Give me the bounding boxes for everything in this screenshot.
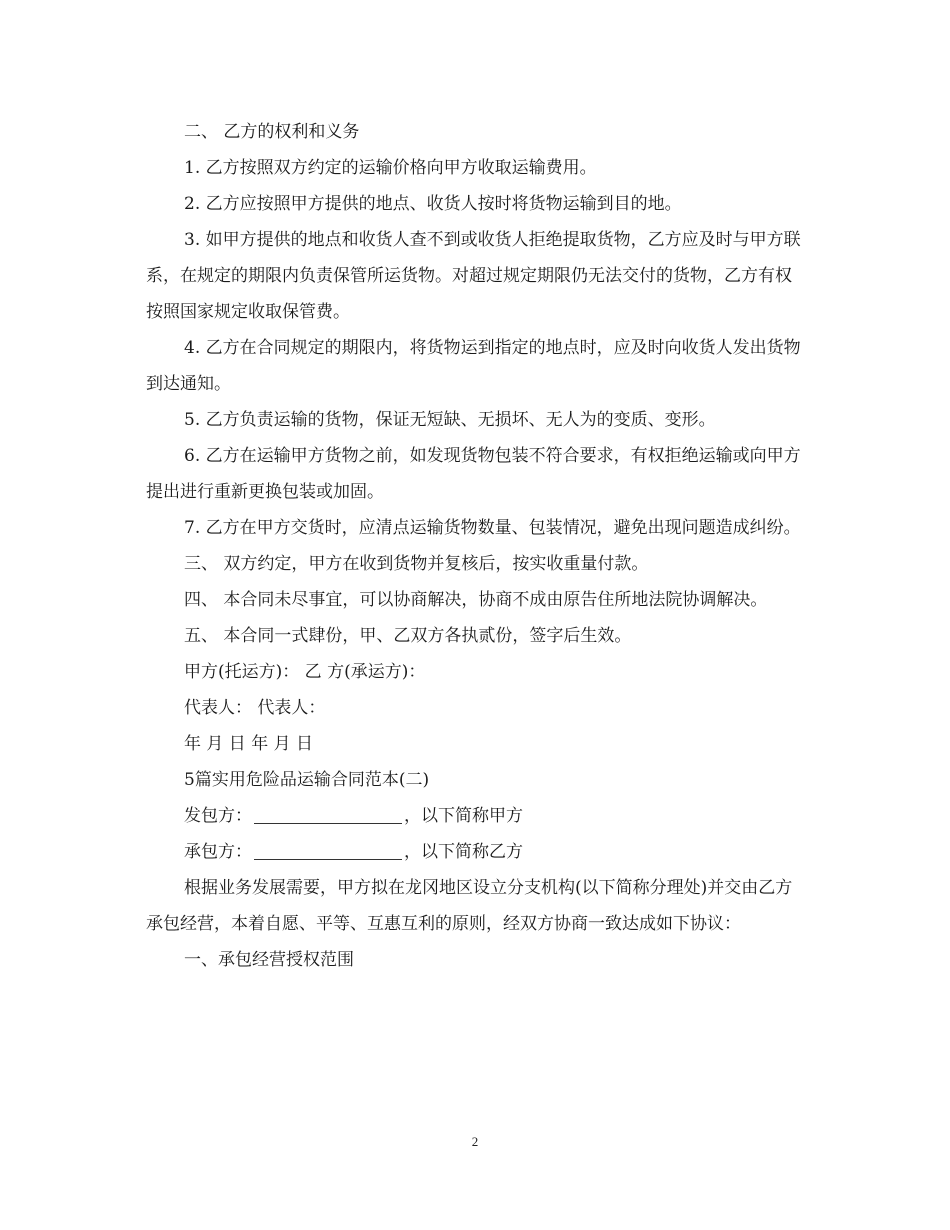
signature-dates: 年 月 日 年 月 日 — [184, 734, 314, 754]
party-b-label: 承包方： — [184, 842, 252, 862]
clause-4: 4. 乙方在合同规定的期限内，将货物运到指定的地点时，应及时向收货人发出货物到达通知。 — [146, 338, 801, 394]
clause-3: 3. 如甲方提供的地点和收货人查不到或收货人拒绝提取货物，乙方应及时与甲方联系，在规定的期限内负责保管所运货物。对超过规定期限仍无法交付的货物，乙方有权按照国家规定收取保管费。 — [146, 230, 801, 322]
clause-6: 6. 乙方在运输甲方货物之前，如发现货物包装不符合要求，有权拒绝运输或向甲方提出进行重新更换包装或加固。 — [146, 446, 801, 502]
section-heading-party-b-rights: 二、 乙方的权利和义务 — [184, 122, 360, 142]
clause-1: 1. 乙方按照双方约定的运输价格向甲方收取运输费用。 — [184, 158, 597, 178]
party-a-line — [146, 798, 806, 834]
document-body — [146, 114, 806, 978]
party-b-blank — [254, 841, 402, 860]
party-a-label: 发包方： — [184, 806, 252, 826]
party-a-blank — [254, 805, 402, 824]
section-five: 五、 本合同一式肆份，甲、乙双方各执贰份，签字后生效。 — [184, 626, 632, 646]
clause-7: 7. 乙方在甲方交货时，应清点运输货物数量、包装情况，避免出现问题造成纠纷。 — [184, 518, 801, 538]
section-one-heading: 一、承包经营授权范围 — [184, 950, 354, 970]
party-a-suffix: ，以下简称甲方 — [404, 806, 523, 826]
page-number: 2 — [471, 1134, 479, 1149]
clause-2: 2. 乙方应按照甲方提供的地点、收货人按时将货物运输到目的地。 — [184, 194, 682, 214]
contract-title-two: 5篇实用危险品运输合同范本(二) — [184, 770, 430, 790]
signature-parties: 甲方(托运方)： 乙 方(承运方)： — [184, 662, 426, 682]
party-b-suffix: ，以下简称乙方 — [404, 842, 523, 862]
section-three: 三、 双方约定，甲方在收到货物并复核后，按实收重量付款。 — [184, 554, 649, 574]
clause-5: 5. 乙方负责运输的货物，保证无短缺、无损坏、无人为的变质、变形。 — [184, 410, 716, 430]
signature-representatives: 代表人： 代表人： — [184, 698, 326, 718]
party-b-line — [146, 834, 806, 870]
preamble-paragraph: 根据业务发展需要，甲方拟在龙冈地区设立分支机构(以下简称分理处)并交由乙方承包经营，本着自愿、平等、互惠互利的原则，经双方协商一致达成如下协议： — [146, 878, 793, 934]
section-four: 四、 本合同未尽事宜，可以协商解决，协商不成由原告住所地法院协调解决。 — [184, 590, 768, 610]
